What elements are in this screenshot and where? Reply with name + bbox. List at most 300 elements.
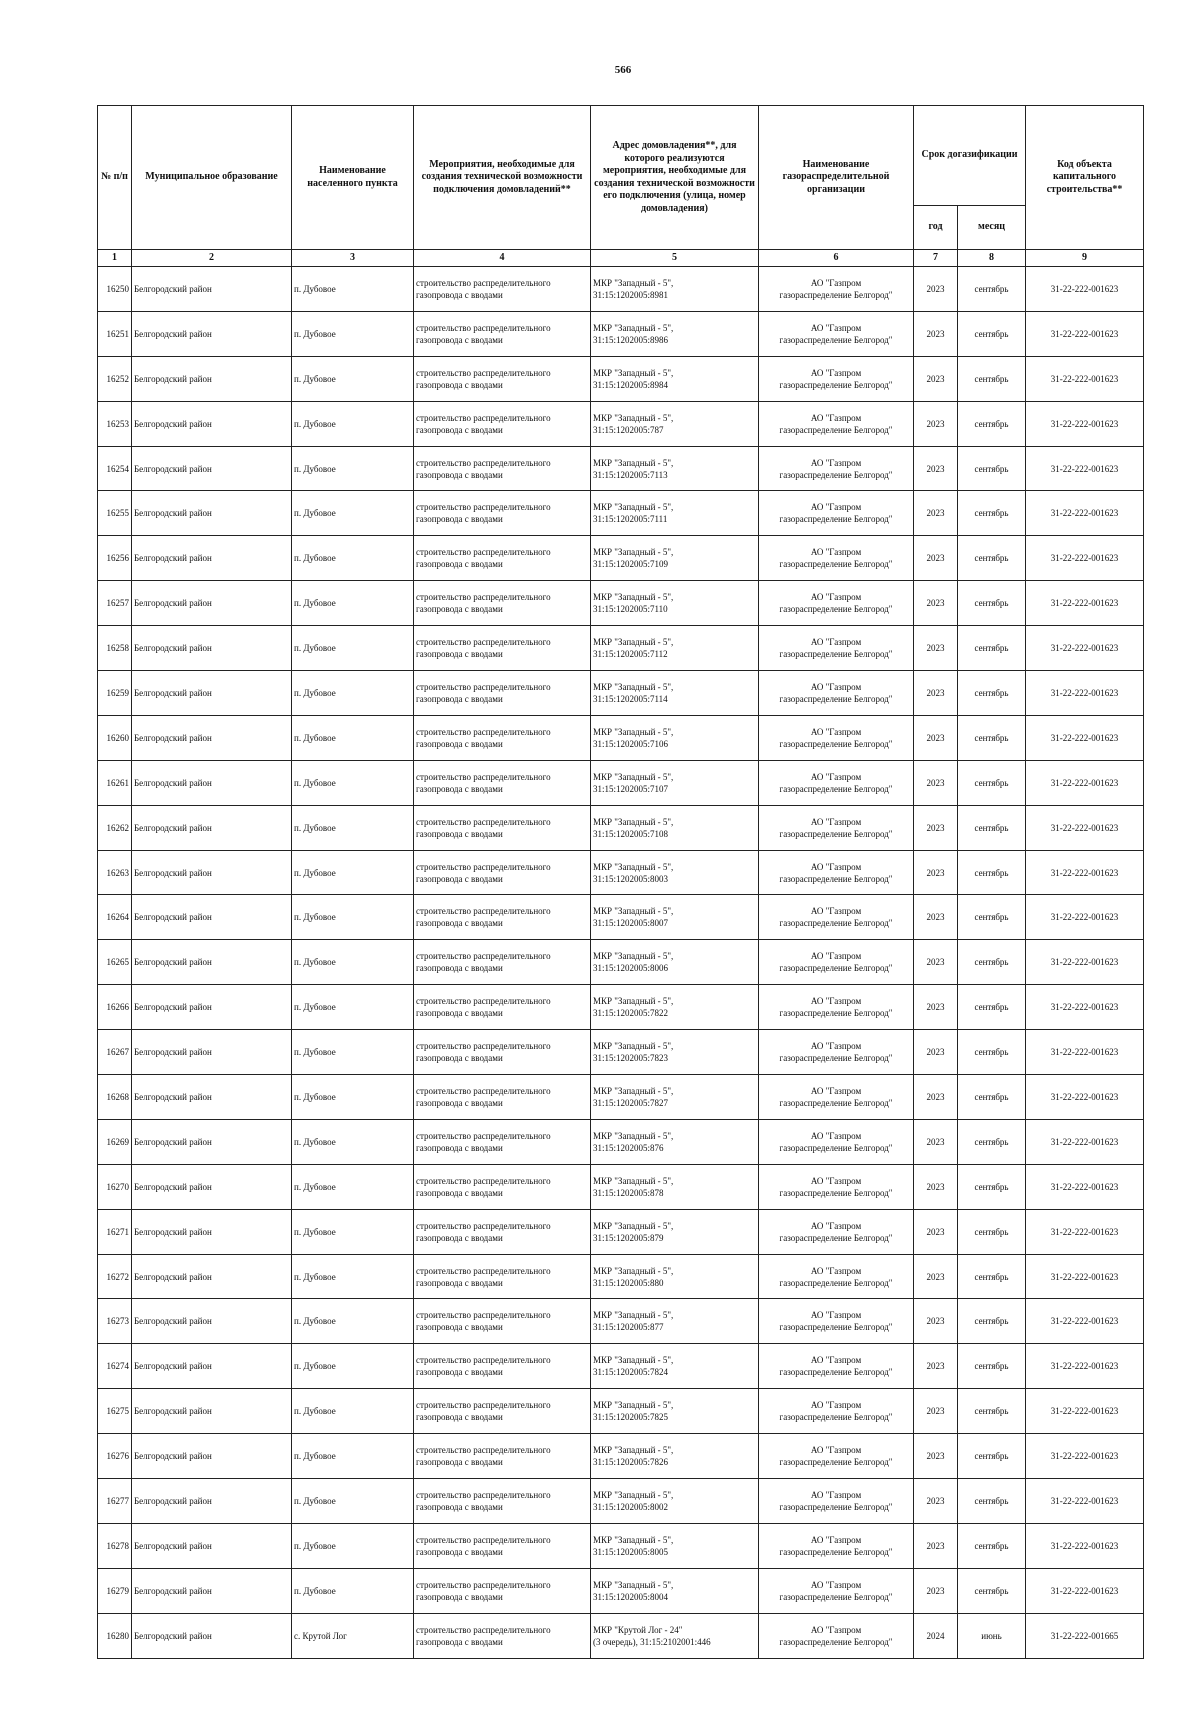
month-cell: сентябрь xyxy=(958,895,1026,940)
organization-cell-line: АО "Газпром xyxy=(810,1579,862,1590)
year-cell: 2023 xyxy=(914,985,958,1030)
activity-cell-line: строительство распределительного xyxy=(416,1534,551,1545)
locality-cell: п. Дубовое xyxy=(292,1164,414,1209)
activity-cell-line: газопровода с вводами xyxy=(416,1636,503,1647)
year-cell: 2023 xyxy=(914,1434,958,1479)
address-cell xyxy=(591,1164,759,1209)
month-cell: сентябрь xyxy=(958,940,1026,985)
organization-cell-line: газораспределение Белгород" xyxy=(779,1412,893,1423)
municipality-cell: Белгородский район xyxy=(132,1209,292,1254)
address-cell-line: 31:15:1202005:8003 xyxy=(593,873,669,884)
organization-cell-line: АО "Газпром xyxy=(810,1085,862,1096)
header-activities: Мероприятия, необходимые для создания технической возможности подключения домовладений** xyxy=(414,106,591,250)
activity-cell-line: газопровода с вводами xyxy=(416,1591,503,1602)
table-row xyxy=(98,1075,1144,1120)
activity-cell xyxy=(414,1568,591,1613)
organization-cell xyxy=(759,1119,914,1164)
year-cell: 2023 xyxy=(914,1389,958,1434)
object-code-cell: 31-22-222-001623 xyxy=(1026,536,1144,581)
column-numbers-row xyxy=(98,250,1144,267)
locality-cell: п. Дубовое xyxy=(292,895,414,940)
locality-cell: п. Дубовое xyxy=(292,1209,414,1254)
object-code-cell: 31-22-222-001623 xyxy=(1026,1299,1144,1344)
municipality-cell: Белгородский район xyxy=(132,267,292,312)
year-cell: 2023 xyxy=(914,1299,958,1344)
row-number: 16256 xyxy=(98,536,132,581)
activity-cell-line: строительство распределительного xyxy=(416,906,551,917)
activity-cell-line: строительство распределительного xyxy=(416,637,551,648)
activity-cell-line: строительство распределительного xyxy=(416,726,551,737)
address-cell xyxy=(591,626,759,671)
month-cell: сентябрь xyxy=(958,1164,1026,1209)
table-row xyxy=(98,626,1144,671)
organization-cell-line: газораспределение Белгород" xyxy=(779,873,893,884)
activity-cell xyxy=(414,1299,591,1344)
organization-cell-line: газораспределение Белгород" xyxy=(779,783,893,794)
year-cell: 2023 xyxy=(914,1075,958,1120)
activity-cell xyxy=(414,1209,591,1254)
header-address: Адрес домовладения**, для которого реализуются мероприятия, необходимые для создания технической возможности его подключения (улица, номер домовладения) xyxy=(591,106,759,250)
object-code-cell: 31-22-222-001623 xyxy=(1026,805,1144,850)
row-number: 16266 xyxy=(98,985,132,1030)
header-month: месяц xyxy=(958,206,1026,250)
year-cell: 2023 xyxy=(914,267,958,312)
organization-cell xyxy=(759,1075,914,1120)
locality-cell: п. Дубовое xyxy=(292,356,414,401)
activity-cell-line: газопровода с вводами xyxy=(416,963,503,974)
address-cell xyxy=(591,1075,759,1120)
address-cell-line: МКР "Западный - 5", xyxy=(593,861,674,872)
header-org: Наименование газораспределительной организации xyxy=(759,106,914,250)
activity-cell-line: строительство распределительного xyxy=(416,1265,551,1276)
organization-cell-line: АО "Газпром xyxy=(810,1130,862,1141)
address-cell-line: 31:15:1202005:8981 xyxy=(593,289,669,300)
address-cell-line: 31:15:1202005:7106 xyxy=(593,738,669,749)
year-cell: 2023 xyxy=(914,1030,958,1075)
organization-cell xyxy=(759,1344,914,1389)
address-cell xyxy=(591,581,759,626)
address-cell-line: 31:15:1202005:7827 xyxy=(593,1097,669,1108)
municipality-cell: Белгородский район xyxy=(132,626,292,671)
month-cell: сентябрь xyxy=(958,1075,1026,1120)
locality-cell: п. Дубовое xyxy=(292,446,414,491)
organization-cell-line: АО "Газпром xyxy=(810,1265,862,1276)
object-code-cell: 31-22-222-001623 xyxy=(1026,1389,1144,1434)
locality-cell: п. Дубовое xyxy=(292,1030,414,1075)
activity-cell xyxy=(414,805,591,850)
organization-cell xyxy=(759,985,914,1030)
activity-cell-line: газопровода с вводами xyxy=(416,604,503,615)
activity-cell-line: строительство распределительного xyxy=(416,771,551,782)
organization-cell-line: АО "Газпром xyxy=(810,547,862,558)
activity-cell xyxy=(414,1119,591,1164)
column-number: 8 xyxy=(958,250,1026,267)
activity-cell xyxy=(414,1613,591,1658)
address-cell-line: МКР "Западный - 5", xyxy=(593,1265,674,1276)
activity-cell-line: строительство распределительного xyxy=(416,861,551,872)
activity-cell-line: строительство распределительного xyxy=(416,1175,551,1186)
row-number: 16274 xyxy=(98,1344,132,1389)
address-cell xyxy=(591,1568,759,1613)
row-number: 16276 xyxy=(98,1434,132,1479)
activity-cell xyxy=(414,1434,591,1479)
month-cell: сентябрь xyxy=(958,1299,1026,1344)
activity-cell xyxy=(414,671,591,716)
address-cell-line: МКР "Западный - 5", xyxy=(593,771,674,782)
month-cell: сентябрь xyxy=(958,805,1026,850)
locality-cell: п. Дубовое xyxy=(292,1299,414,1344)
activity-cell-line: строительство распределительного xyxy=(416,457,551,468)
month-cell: июнь xyxy=(958,1613,1026,1658)
activity-cell-line: строительство распределительного xyxy=(416,1355,551,1366)
organization-cell-line: газораспределение Белгород" xyxy=(779,1187,893,1198)
address-cell-line: МКР "Западный - 5", xyxy=(593,637,674,648)
organization-cell xyxy=(759,1434,914,1479)
organization-cell xyxy=(759,1164,914,1209)
activity-cell-line: газопровода с вводами xyxy=(416,693,503,704)
year-cell: 2023 xyxy=(914,1523,958,1568)
year-cell: 2023 xyxy=(914,1344,958,1389)
activity-cell xyxy=(414,895,591,940)
activity-cell-line: строительство распределительного xyxy=(416,1220,551,1231)
month-cell: сентябрь xyxy=(958,1030,1026,1075)
table-row xyxy=(98,311,1144,356)
address-cell-line: МКР "Западный - 5", xyxy=(593,951,674,962)
address-cell-line: МКР "Западный - 5", xyxy=(593,1534,674,1545)
row-number: 16271 xyxy=(98,1209,132,1254)
organization-cell-line: газораспределение Белгород" xyxy=(779,604,893,615)
organization-cell-line: газораспределение Белгород" xyxy=(779,1008,893,1019)
address-cell xyxy=(591,1254,759,1299)
activity-cell-line: газопровода с вводами xyxy=(416,649,503,660)
month-cell: сентябрь xyxy=(958,446,1026,491)
table-row xyxy=(98,446,1144,491)
table-row xyxy=(98,1030,1144,1075)
table-row xyxy=(98,581,1144,626)
row-number: 16275 xyxy=(98,1389,132,1434)
row-number: 16272 xyxy=(98,1254,132,1299)
activity-cell-line: строительство распределительного xyxy=(416,1041,551,1052)
month-cell: сентябрь xyxy=(958,1344,1026,1389)
address-cell xyxy=(591,985,759,1030)
object-code-cell: 31-22-222-001623 xyxy=(1026,446,1144,491)
activity-cell-line: газопровода с вводами xyxy=(416,1277,503,1288)
address-cell-line: 31:15:1202005:7111 xyxy=(593,514,668,525)
activity-cell xyxy=(414,1523,591,1568)
registry-table xyxy=(97,105,1144,1659)
row-number: 16250 xyxy=(98,267,132,312)
row-number: 16262 xyxy=(98,805,132,850)
activity-cell-line: строительство распределительного xyxy=(416,1310,551,1321)
organization-cell xyxy=(759,267,914,312)
municipality-cell: Белгородский район xyxy=(132,805,292,850)
activity-cell-line: газопровода с вводами xyxy=(416,1546,503,1557)
activity-cell-line: газопровода с вводами xyxy=(416,1008,503,1019)
row-number: 16252 xyxy=(98,356,132,401)
activity-cell xyxy=(414,715,591,760)
organization-cell xyxy=(759,1254,914,1299)
activity-cell-line: строительство распределительного xyxy=(416,996,551,1007)
organization-cell-line: газораспределение Белгород" xyxy=(779,1322,893,1333)
table-row xyxy=(98,895,1144,940)
address-cell-line: МКР "Западный - 5", xyxy=(593,502,674,513)
row-number: 16273 xyxy=(98,1299,132,1344)
activity-cell-line: строительство распределительного xyxy=(416,1445,551,1456)
address-cell xyxy=(591,1613,759,1658)
activity-cell-line: строительство распределительного xyxy=(416,1130,551,1141)
address-cell xyxy=(591,401,759,446)
month-cell: сентябрь xyxy=(958,1389,1026,1434)
table-row xyxy=(98,1613,1144,1658)
municipality-cell: Белгородский район xyxy=(132,356,292,401)
activity-cell-line: газопровода с вводами xyxy=(416,828,503,839)
row-number: 16280 xyxy=(98,1613,132,1658)
locality-cell: п. Дубовое xyxy=(292,1344,414,1389)
activity-cell-line: газопровода с вводами xyxy=(416,1412,503,1423)
address-cell-line: 31:15:1202005:7113 xyxy=(593,469,668,480)
organization-cell-line: АО "Газпром xyxy=(810,951,862,962)
address-cell-line: 31:15:1202005:7114 xyxy=(593,693,668,704)
table-row xyxy=(98,1209,1144,1254)
object-code-cell: 31-22-222-001623 xyxy=(1026,760,1144,805)
activity-cell-line: строительство распределительного xyxy=(416,681,551,692)
locality-cell: п. Дубовое xyxy=(292,940,414,985)
address-cell-line: МКР "Западный - 5", xyxy=(593,1130,674,1141)
address-cell xyxy=(591,1434,759,1479)
address-cell-line: МКР "Западный - 5", xyxy=(593,412,674,423)
municipality-cell: Белгородский район xyxy=(132,671,292,716)
address-cell xyxy=(591,267,759,312)
table-row xyxy=(98,356,1144,401)
municipality-cell: Белгородский район xyxy=(132,1523,292,1568)
activity-cell-line: строительство распределительного xyxy=(416,951,551,962)
month-cell: сентябрь xyxy=(958,850,1026,895)
address-cell-line: 31:15:1202005:7824 xyxy=(593,1367,669,1378)
locality-cell: п. Дубовое xyxy=(292,491,414,536)
table-row xyxy=(98,1434,1144,1479)
activity-cell-line: газопровода с вводами xyxy=(416,1232,503,1243)
address-cell xyxy=(591,1119,759,1164)
organization-cell-line: газораспределение Белгород" xyxy=(779,289,893,300)
organization-cell-line: АО "Газпром xyxy=(810,1310,862,1321)
activity-cell-line: строительство распределительного xyxy=(416,1085,551,1096)
table-row xyxy=(98,671,1144,716)
organization-cell xyxy=(759,356,914,401)
organization-cell-line: газораспределение Белгород" xyxy=(779,963,893,974)
address-cell-line: 31:15:1202005:8006 xyxy=(593,963,669,974)
address-cell-line: МКР "Западный - 5", xyxy=(593,547,674,558)
locality-cell: с. Крутой Лог xyxy=(292,1613,414,1658)
activity-cell-line: газопровода с вводами xyxy=(416,1457,503,1468)
activity-cell-line: газопровода с вводами xyxy=(416,1322,503,1333)
activity-cell xyxy=(414,356,591,401)
locality-cell: п. Дубовое xyxy=(292,985,414,1030)
organization-cell xyxy=(759,1523,914,1568)
activity-cell xyxy=(414,1164,591,1209)
address-cell xyxy=(591,895,759,940)
table-row xyxy=(98,1344,1144,1389)
table-row xyxy=(98,1389,1144,1434)
organization-cell-line: газораспределение Белгород" xyxy=(779,379,893,390)
address-cell-line: МКР "Западный - 5", xyxy=(593,1041,674,1052)
address-cell-line: 31:15:1202005:877 xyxy=(593,1322,664,1333)
row-number: 16263 xyxy=(98,850,132,895)
year-cell: 2023 xyxy=(914,1209,958,1254)
address-cell xyxy=(591,356,759,401)
object-code-cell: 31-22-222-001623 xyxy=(1026,267,1144,312)
address-cell xyxy=(591,1389,759,1434)
object-code-cell: 31-22-222-001623 xyxy=(1026,1209,1144,1254)
table-row xyxy=(98,985,1144,1030)
address-cell-line: 31:15:1202005:7822 xyxy=(593,1008,669,1019)
month-cell: сентябрь xyxy=(958,626,1026,671)
organization-cell-line: АО "Газпром xyxy=(810,906,862,917)
address-cell xyxy=(591,1479,759,1524)
municipality-cell: Белгородский район xyxy=(132,536,292,581)
organization-cell xyxy=(759,536,914,581)
organization-cell xyxy=(759,895,914,940)
row-number: 16261 xyxy=(98,760,132,805)
address-cell-line: МКР "Западный - 5", xyxy=(593,681,674,692)
year-cell: 2023 xyxy=(914,850,958,895)
month-cell: сентябрь xyxy=(958,401,1026,446)
address-cell-line: 31:15:1202005:8002 xyxy=(593,1501,669,1512)
activity-cell-line: газопровода с вводами xyxy=(416,1501,503,1512)
object-code-cell: 31-22-222-001623 xyxy=(1026,626,1144,671)
table-row xyxy=(98,1299,1144,1344)
municipality-cell: Белгородский район xyxy=(132,1164,292,1209)
address-cell-line: 31:15:1202005:8984 xyxy=(593,379,669,390)
address-cell-line: 31:15:1202005:7110 xyxy=(593,604,668,615)
organization-cell-line: газораспределение Белгород" xyxy=(779,559,893,570)
address-cell-line: МКР "Западный - 5", xyxy=(593,726,674,737)
organization-cell-line: газораспределение Белгород" xyxy=(779,1053,893,1064)
column-number: 4 xyxy=(414,250,591,267)
municipality-cell: Белгородский район xyxy=(132,1075,292,1120)
locality-cell: п. Дубовое xyxy=(292,715,414,760)
organization-cell-line: АО "Газпром xyxy=(810,1624,862,1635)
month-cell: сентябрь xyxy=(958,1119,1026,1164)
locality-cell: п. Дубовое xyxy=(292,267,414,312)
table-row xyxy=(98,1119,1144,1164)
year-cell: 2023 xyxy=(914,1568,958,1613)
municipality-cell: Белгородский район xyxy=(132,1030,292,1075)
organization-cell-line: АО "Газпром xyxy=(810,996,862,1007)
header-year: год xyxy=(914,206,958,250)
table-row xyxy=(98,401,1144,446)
municipality-cell: Белгородский район xyxy=(132,1479,292,1524)
address-cell xyxy=(591,311,759,356)
object-code-cell: 31-22-222-001623 xyxy=(1026,1075,1144,1120)
municipality-cell: Белгородский район xyxy=(132,1299,292,1344)
organization-cell-line: АО "Газпром xyxy=(810,861,862,872)
locality-cell: п. Дубовое xyxy=(292,311,414,356)
header-term: Срок догазификации xyxy=(914,106,1026,206)
address-cell xyxy=(591,1344,759,1389)
object-code-cell: 31-22-222-001665 xyxy=(1026,1613,1144,1658)
activity-cell-line: газопровода с вводами xyxy=(416,334,503,345)
address-cell xyxy=(591,1209,759,1254)
locality-cell: п. Дубовое xyxy=(292,581,414,626)
activity-cell-line: газопровода с вводами xyxy=(416,1367,503,1378)
locality-cell: п. Дубовое xyxy=(292,626,414,671)
address-cell-line: МКР "Западный - 5", xyxy=(593,322,674,333)
municipality-cell: Белгородский район xyxy=(132,940,292,985)
municipality-cell: Белгородский район xyxy=(132,401,292,446)
month-cell: сентябрь xyxy=(958,760,1026,805)
organization-cell-line: газораспределение Белгород" xyxy=(779,1501,893,1512)
month-cell: сентябрь xyxy=(958,311,1026,356)
activity-cell xyxy=(414,940,591,985)
month-cell: сентябрь xyxy=(958,581,1026,626)
organization-cell-line: газораспределение Белгород" xyxy=(779,649,893,660)
organization-cell-line: АО "Газпром xyxy=(810,1220,862,1231)
address-cell-line: 31:15:1202005:7825 xyxy=(593,1412,669,1423)
month-cell: сентябрь xyxy=(958,1479,1026,1524)
address-cell xyxy=(591,850,759,895)
municipality-cell: Белгородский район xyxy=(132,1344,292,1389)
address-cell-line: МКР "Западный - 5", xyxy=(593,816,674,827)
organization-cell-line: газораспределение Белгород" xyxy=(779,1591,893,1602)
activity-cell-line: строительство распределительного xyxy=(416,367,551,378)
address-cell xyxy=(591,1523,759,1568)
municipality-cell: Белгородский район xyxy=(132,491,292,536)
year-cell: 2023 xyxy=(914,581,958,626)
address-cell xyxy=(591,805,759,850)
table-row xyxy=(98,850,1144,895)
activity-cell-line: газопровода с вводами xyxy=(416,514,503,525)
organization-cell-line: АО "Газпром xyxy=(810,592,862,603)
activity-cell-line: газопровода с вводами xyxy=(416,424,503,435)
activity-cell xyxy=(414,626,591,671)
address-cell-line: МКР "Западный - 5", xyxy=(593,1175,674,1186)
month-cell: сентябрь xyxy=(958,267,1026,312)
object-code-cell: 31-22-222-001623 xyxy=(1026,311,1144,356)
month-cell: сентябрь xyxy=(958,1568,1026,1613)
activity-cell-line: газопровода с вводами xyxy=(416,1142,503,1153)
locality-cell: п. Дубовое xyxy=(292,671,414,716)
activity-cell xyxy=(414,1075,591,1120)
organization-cell-line: АО "Газпром xyxy=(810,457,862,468)
organization-cell xyxy=(759,491,914,536)
year-cell: 2023 xyxy=(914,1164,958,1209)
organization-cell-line: газораспределение Белгород" xyxy=(779,514,893,525)
table-row xyxy=(98,536,1144,581)
header-locality: Наименование населенного пункта xyxy=(292,106,414,250)
activity-cell xyxy=(414,401,591,446)
locality-cell: п. Дубовое xyxy=(292,536,414,581)
organization-cell-line: АО "Газпром xyxy=(810,681,862,692)
column-number: 5 xyxy=(591,250,759,267)
organization-cell xyxy=(759,940,914,985)
row-number: 16264 xyxy=(98,895,132,940)
organization-cell xyxy=(759,401,914,446)
locality-cell: п. Дубовое xyxy=(292,1568,414,1613)
object-code-cell: 31-22-222-001623 xyxy=(1026,491,1144,536)
activity-cell-line: газопровода с вводами xyxy=(416,918,503,929)
organization-cell xyxy=(759,1299,914,1344)
table-row xyxy=(98,1254,1144,1299)
row-number: 16255 xyxy=(98,491,132,536)
row-number: 16278 xyxy=(98,1523,132,1568)
address-cell-line: МКР "Западный - 5", xyxy=(593,457,674,468)
activity-cell-line: строительство распределительного xyxy=(416,592,551,603)
municipality-cell: Белгородский район xyxy=(132,1119,292,1164)
month-cell: сентябрь xyxy=(958,356,1026,401)
header-municipality: Муниципальное образование xyxy=(132,106,292,250)
column-number: 1 xyxy=(98,250,132,267)
municipality-cell: Белгородский район xyxy=(132,895,292,940)
